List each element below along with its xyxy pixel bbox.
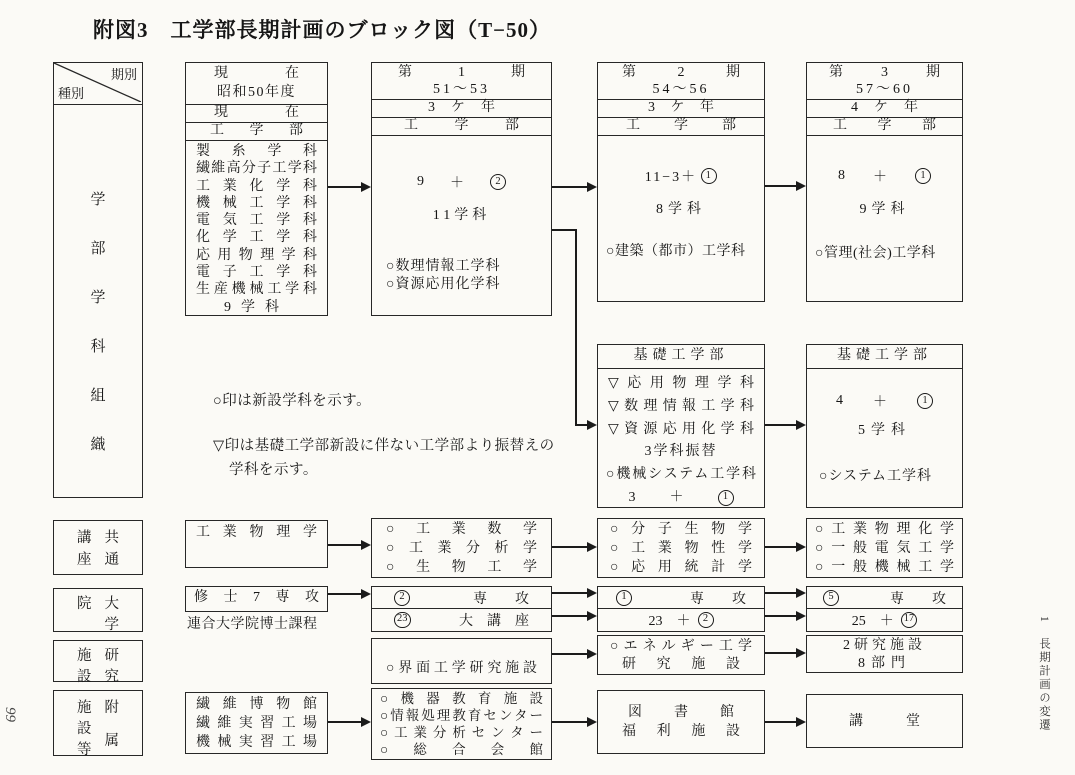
base-faculty-p2-content — [598, 369, 764, 509]
graduate-p1-top — [372, 587, 551, 609]
circled-number: 23 — [394, 612, 411, 628]
current-department-list — [186, 141, 327, 316]
period1-content — [372, 136, 551, 315]
arrow-line — [765, 721, 797, 723]
arrowhead — [796, 611, 806, 621]
arrow-line — [328, 186, 362, 188]
period2-header — [598, 63, 764, 100]
label-char: 通 — [104, 552, 119, 568]
org-char: 組 — [90, 388, 106, 404]
common-current-course: 工業物理学 — [196, 525, 317, 540]
current-faculty: 工学部 — [186, 123, 327, 141]
graduate-p1-bottom-text: 大 講 座 — [459, 613, 529, 629]
arrowhead — [796, 542, 806, 552]
research-p1-box — [371, 638, 552, 684]
circled-number: 1 — [718, 490, 734, 506]
period1-faculty: 工学部 — [372, 118, 551, 136]
research-p1-facility: ○界面工学研究施設 — [386, 661, 537, 676]
department-total: 9学科 — [224, 299, 289, 315]
base-faculty-p3-box — [806, 344, 963, 508]
period3-header — [807, 63, 962, 100]
graduate-p2-bottom-text: 23 ＋ — [648, 613, 691, 629]
current-row2: 現在 — [186, 105, 327, 123]
elbow-line-horizontal — [552, 229, 577, 231]
base-faculty-p2-calc — [598, 486, 764, 509]
legend-note-2: ▽印は基礎工学部新設に伴ない工学部より振替えの — [213, 438, 555, 454]
arrow-line — [552, 615, 588, 617]
legend-note-1: ○印は新設学科を示す。 — [213, 393, 372, 409]
label-char: 講 — [77, 530, 92, 546]
arrow-line — [765, 592, 797, 594]
arrow-line — [765, 615, 797, 617]
facility-item: 繊維博物館 — [196, 697, 317, 712]
org-vertical-label — [54, 188, 142, 454]
course-item: ○一般電気工学 — [815, 541, 954, 556]
new-department: ○機械システム工学科 — [606, 467, 756, 482]
graduate-p2-box — [597, 586, 765, 632]
department-item: 製糸学科 — [196, 144, 317, 159]
label-char: 研 — [104, 648, 119, 664]
org-char: 織 — [90, 437, 106, 453]
attached-p3-facility: 講堂 — [849, 714, 920, 729]
transfer-note: 3学科振替 — [644, 444, 718, 459]
facility-item: 図書館 — [628, 705, 734, 720]
arrow-line — [552, 653, 588, 655]
base-faculty-p3-total: 5学科 — [858, 423, 911, 438]
arrowhead — [361, 182, 371, 192]
org-char: 学 — [90, 192, 106, 208]
period1-term: 第1期 — [398, 65, 525, 80]
graduate-p2-top — [598, 587, 764, 609]
arrowhead — [587, 542, 597, 552]
facility-item: ○総合会館 — [380, 742, 543, 757]
attached-p2-box — [597, 690, 765, 754]
base-faculty-p2-header: 基礎工学部 — [598, 345, 764, 369]
arrow-line — [765, 185, 797, 187]
course-item: ○工業分析学 — [386, 541, 537, 556]
graduate-master-box — [185, 586, 328, 612]
arrow-line — [765, 546, 797, 548]
period1-year: 51～53 — [433, 82, 490, 97]
course-item: ○工業数学 — [386, 522, 537, 537]
graduate-p3-top — [807, 587, 962, 609]
graduate-p3-bottom-text: 25 ＋ — [851, 613, 894, 629]
circled-number: 17 — [901, 612, 918, 628]
period1-total: 11学科 — [432, 208, 491, 223]
graduate-label — [54, 589, 142, 631]
department-item: 工業化学科 — [196, 178, 317, 194]
research-label — [54, 641, 142, 685]
department-item: 機械工学科 — [196, 195, 317, 211]
period2-duration: 3ケ年 — [598, 100, 764, 118]
course-item: ○工業物性学 — [610, 541, 752, 556]
period1-calc — [372, 172, 551, 192]
arrow-line — [552, 546, 588, 548]
graduate-p2-top-text: 専 攻 — [690, 591, 746, 607]
facility-item: ○機器教育施設 — [380, 691, 543, 706]
graduate-p1-bottom — [372, 609, 551, 630]
label-char: 属 — [104, 733, 119, 749]
research-p2-line: ○エネルギー工学 — [610, 639, 752, 654]
current-term: 現在 — [214, 66, 299, 81]
period3-duration: 4ケ年 — [807, 100, 962, 118]
research-p3-line: 8部門 — [858, 656, 911, 671]
period3-new-departments — [815, 242, 936, 262]
course-item: ○分子生物学 — [610, 522, 752, 537]
graduate-p1-top-text: 専 攻 — [473, 591, 529, 607]
attached-label — [54, 691, 142, 758]
graduate-master: 修士7専攻 — [194, 590, 319, 605]
period3-year: 57～60 — [856, 82, 913, 97]
calc-count: 9 — [417, 174, 424, 189]
label-char: 設 — [77, 669, 92, 685]
graduate-p2-bottom — [598, 609, 764, 630]
org-char: 科 — [90, 339, 106, 355]
corner-kind-label: 種別 — [58, 86, 85, 101]
label-char: 附 — [104, 700, 119, 716]
arrow-line — [328, 544, 362, 546]
circled-number: 2 — [490, 174, 506, 190]
calc-count: 4 — [836, 393, 843, 408]
circled-number: 1 — [915, 168, 931, 184]
arrowhead — [587, 182, 597, 192]
research-p3-line: 2研究施設 — [843, 638, 926, 653]
arrowhead — [796, 588, 806, 598]
period1-duration: 3ケ年 — [372, 100, 551, 118]
transfer-department: ▽資源応用化学科 — [608, 422, 754, 437]
period3-content — [807, 136, 962, 301]
calc-count: 3 — [628, 490, 636, 505]
label-char: 学 — [104, 617, 119, 633]
arrowhead — [796, 648, 806, 658]
period3-total: 9学科 — [859, 202, 910, 217]
period1-new-departments — [386, 258, 500, 294]
plus-sign: ＋ — [669, 490, 684, 505]
org-char: 学 — [90, 290, 106, 306]
label-char: 施 — [77, 700, 92, 716]
department-item: 応用物理学科 — [196, 247, 317, 263]
margin-section-note: 1 長期計画の変遷 — [1038, 616, 1050, 732]
department-item: 化学工学科 — [196, 230, 317, 246]
current-column-box — [185, 62, 328, 316]
common-p2-box — [597, 518, 765, 578]
circled-number: 2 — [698, 612, 714, 628]
circled-number: 1 — [701, 168, 717, 184]
arrowhead — [587, 588, 597, 598]
department-item: 生産機械工学科 — [196, 282, 317, 298]
arrowhead — [587, 649, 597, 659]
arrowhead — [796, 181, 806, 191]
base-faculty-p3-content — [807, 369, 962, 505]
period3-faculty: 工学部 — [807, 118, 962, 136]
base-faculty-p3-calc — [807, 391, 962, 411]
elbow-line-vertical — [575, 229, 577, 425]
new-department: ○建築（都市）工学科 — [606, 244, 746, 259]
graduate-p3-bottom — [807, 609, 962, 630]
row-label-attached-box — [53, 690, 143, 756]
plus-sign: ＋ — [450, 176, 464, 191]
facility-item: 福利施設 — [622, 724, 740, 739]
row-label-research-box — [53, 640, 143, 685]
arrowhead — [361, 540, 371, 550]
attached-p1-box — [371, 688, 552, 760]
new-department: ○管理(社会)工学科 — [815, 246, 936, 261]
arrow-line — [552, 592, 588, 594]
arrow-line — [552, 186, 588, 188]
legend-note-3: 学科を示す。 — [229, 462, 318, 478]
new-department: ○数理情報工学科 — [386, 259, 501, 274]
arrowhead — [361, 589, 371, 599]
period1-column-box — [371, 62, 552, 316]
research-p3-box — [806, 635, 963, 673]
facility-item: ○工業分析センター — [380, 725, 543, 740]
research-p2-box — [597, 635, 765, 675]
course-item: ○一般機械工学 — [815, 560, 954, 575]
new-department: ○資源応用化学科 — [386, 277, 501, 292]
period3-column-box — [806, 62, 963, 302]
circled-number: 1 — [917, 393, 933, 409]
label-char: 施 — [77, 648, 92, 664]
arrowhead — [796, 420, 806, 430]
arrow-line — [552, 721, 588, 723]
circled-number: 5 — [823, 590, 839, 606]
label-char: 院 — [77, 596, 92, 612]
period2-total: 8学科 — [656, 202, 706, 217]
department-item: 繊維高分子工学科 — [196, 161, 317, 177]
period3-term: 第3期 — [829, 65, 940, 80]
period2-calc — [598, 166, 764, 186]
label-char: 究 — [104, 669, 119, 685]
common-p3-box — [806, 518, 963, 578]
graduate-p3-top-text: 専 攻 — [890, 591, 946, 607]
attached-p3-box — [806, 694, 963, 748]
transfer-department: ▽数理情報工学科 — [608, 399, 754, 414]
period2-year: 54～56 — [652, 82, 710, 97]
graduate-doctor-note: 連合大学院博士課程 — [187, 617, 318, 632]
row-label-organization-box — [53, 62, 143, 498]
corner-period-label: 期別 — [110, 67, 137, 82]
period1-header — [372, 63, 551, 100]
circled-number: 1 — [616, 590, 632, 606]
period2-faculty: 工学部 — [598, 118, 764, 136]
calc-count: 11−3＋ — [644, 170, 698, 185]
period2-term: 第2期 — [622, 65, 740, 80]
attached-current-box — [185, 692, 328, 754]
page-number: 99 — [2, 707, 18, 722]
row-label-common-box — [53, 520, 143, 575]
period2-column-box — [597, 62, 765, 302]
period3-calc — [807, 166, 962, 186]
facility-item: ○情報処理教育センター — [380, 708, 543, 723]
facility-item: 繊維実習工場 — [196, 716, 317, 731]
period2-new-departments — [606, 240, 745, 260]
research-p2-line: 研究施設 — [622, 657, 740, 672]
label-char: 大 — [104, 596, 119, 612]
base-faculty-p3-header: 基礎工学部 — [807, 345, 962, 369]
label-char: 等 — [77, 742, 92, 758]
common-current-box — [185, 520, 328, 568]
common-label — [54, 521, 142, 574]
transfer-department: ▽応用物理学科 — [608, 376, 754, 391]
course-item: ○生物工学 — [386, 560, 537, 575]
arrow-line — [328, 593, 362, 595]
department-item: 電子工学科 — [196, 265, 317, 281]
arrow-line — [765, 424, 797, 426]
arrow-line — [765, 652, 797, 654]
plus-sign: ＋ — [873, 395, 887, 410]
label-char: 共 — [104, 530, 119, 546]
facility-item: 機械実習工場 — [196, 735, 317, 750]
arrow-line — [328, 721, 362, 723]
arrowhead — [361, 717, 371, 727]
base-faculty-p2-box — [597, 344, 765, 508]
arrowhead — [587, 717, 597, 727]
department-item: 電気工学科 — [196, 213, 317, 229]
arrowhead — [587, 420, 597, 430]
plus-sign: ＋ — [873, 170, 887, 185]
graduate-p3-box — [806, 586, 963, 632]
period2-content — [598, 136, 764, 301]
calc-count: 8 — [838, 168, 845, 183]
common-p1-box — [371, 518, 552, 578]
page-title: 附図3 工学部長期計画のブロック図（T−50） — [93, 18, 552, 42]
graduate-p1-box — [371, 586, 552, 632]
row-label-graduate-box — [53, 588, 143, 632]
arrowhead — [796, 717, 806, 727]
circled-number: 2 — [394, 590, 410, 606]
course-item: ○工業物理化学 — [815, 522, 954, 537]
label-char: 座 — [77, 552, 92, 568]
corner-header — [54, 63, 142, 105]
new-department: ○システム工学科 — [819, 469, 933, 484]
current-header — [186, 63, 327, 105]
label-char: 設 — [77, 721, 92, 737]
org-char: 部 — [90, 241, 106, 257]
arrowhead — [587, 611, 597, 621]
current-year: 昭和50年度 — [217, 85, 296, 100]
course-item: ○応用統計学 — [610, 560, 752, 575]
